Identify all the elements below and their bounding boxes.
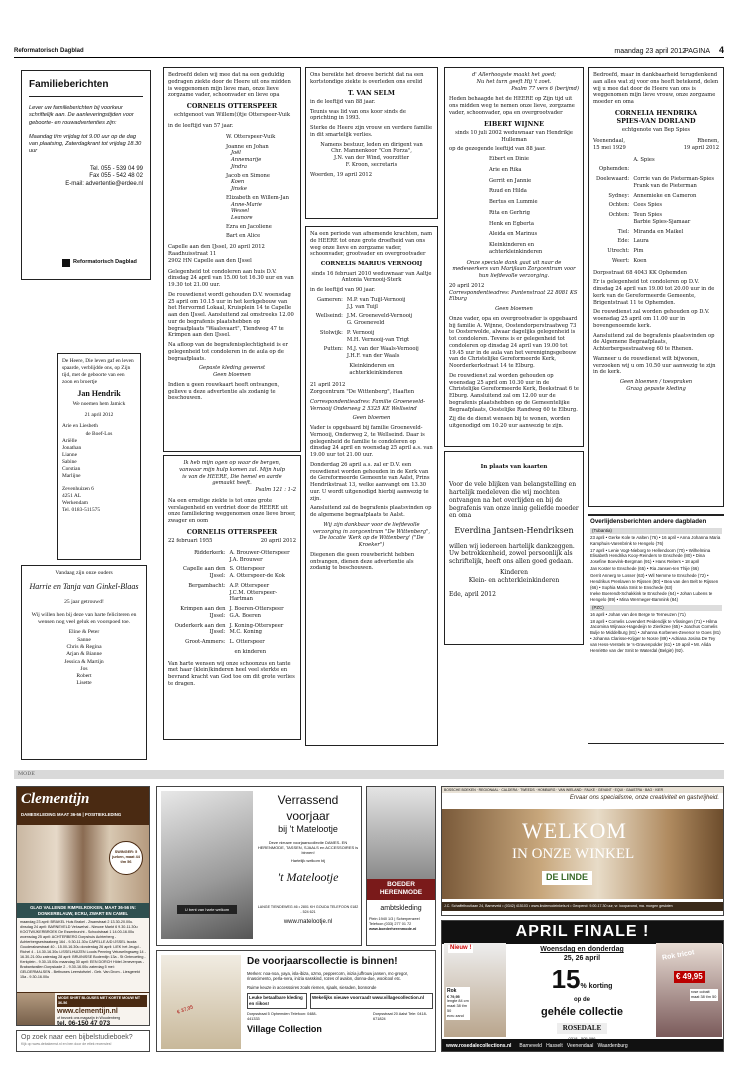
obit-member: P. Vernooij <box>346 329 375 336</box>
obit-place: Capelle aan den IJssel, 20 april 2012 <box>168 244 265 251</box>
obit-family: Ezra en Jacoliene <box>226 223 272 230</box>
clementijn-photo <box>17 825 149 903</box>
obit-family: Bart en Alice <box>226 232 261 239</box>
obit-born: 15 mei 1929 <box>593 144 626 151</box>
obit-family: Arie en Rika <box>489 166 522 173</box>
clementijn-tagline: DAMESKLEDING MAAT 36-56 | POSITIEKLEDING <box>21 811 122 817</box>
matelootje-logo: 't Matelootje <box>277 869 339 884</box>
page-number: 4 <box>718 45 724 55</box>
obit-para: Na afloop van de begrafenisplechtigheid is er gelegenheid tot condoleren in de aula op de begraafplaats. <box>168 342 288 362</box>
matelootje-h2: voorjaar <box>286 808 330 823</box>
wedding-line: Vandaag zijn onze ouders <box>55 570 113 576</box>
obit-born: 22 februari 1955 <box>168 538 213 545</box>
family-notice-intro: Lever uw familieberichten bij voorkeur schriftelijk aan. De aanleveringstijden voor geboorte- en rouwadvertenties zijn: <box>29 105 134 126</box>
delinde-welcome-2: IN ONZE WINKEL <box>512 846 635 862</box>
rosedale-tricot-price: € 49,95 <box>674 971 705 983</box>
obit-para: Aansluitend zal de begrafenis plaatsvinden op de Algemene Begraafplaats, Achterbergsestraatweg 60 te Rhenen. <box>593 332 715 353</box>
obit-age: op de gezegende leeftijd van 88 jaar. <box>449 146 546 153</box>
clementijn-header <box>17 787 149 825</box>
rosedale-dates: 25, 26 april <box>563 955 601 963</box>
ad-boeder <box>366 786 436 946</box>
obituary-otterspeer-2 <box>163 455 301 740</box>
wedding-kid: Sanne <box>77 636 91 643</box>
obit-place: Krimpen aan den IJssel: <box>180 606 226 619</box>
thanks-name: Everdina Jantsen-Hendriksen <box>454 526 574 536</box>
obit-died: 20 april 2012 <box>260 538 296 545</box>
obit-para: De rouwdienst zal worden gehouden op woensdag 25 april om 10.30 uur in de Christelijke Gereformeerde Kerk, Beekstraat 6 te Elburg. Aansluitend zal om 12.00 uur de begrafenis plaatshebben op de Gemeentelijke Begraafplaats, Oostelijke Randweg 60 te Elburg. <box>449 372 579 413</box>
obit-family: Elizabeth en Willem-Jan <box>226 194 289 201</box>
village-title: De voorjaarscollectie is binnen! <box>247 956 398 967</box>
obit-place: Ochten: <box>608 202 630 209</box>
clementijn-logo: Clementijn <box>21 791 90 807</box>
obit-family: Wessel <box>231 208 250 215</box>
other-obits-source: (Tubantia) <box>590 528 722 534</box>
obit-verse: d' Allerhoogste maakt het goed; <box>471 72 557 78</box>
obit-place: Sydney: <box>608 192 630 199</box>
obit-place: Weert: <box>611 257 630 264</box>
wedding-kid: Eline & Peter <box>68 629 100 636</box>
obit-intro: Na een periode van afnemende krachten, nam de HEERE tot onze grote droefheid van ons weg onze lieve en zorgzame vader, schoonvader, grootvader en overgrootvader <box>310 231 433 258</box>
obit-date: 21 april 2012 <box>310 382 346 389</box>
thanks-grand: Klein- en achterkleinkinderen <box>468 576 560 584</box>
obituary-wijnne <box>444 67 584 447</box>
obit-para: Wij zijn dankbaar voor de liefdevolle verzorging in zorgcentrum "De Wittenberg", De locatie 'Kerk op de Wittenberg' ("De Kroeker") <box>312 521 431 549</box>
obit-member: Koen <box>633 257 647 264</box>
obit-member: M.C. Koning <box>229 629 263 636</box>
thanks-para: willen wij iedereen hartelijk dankzeggen. Uw betrokkenheid, zowel persoonlijk als schriftelijk, heeft ons allen goed gedaan. <box>449 542 575 566</box>
obit-place: Gameren: <box>317 296 343 303</box>
village-price: € 37,95 <box>176 1004 195 1016</box>
rosedale-new: Nieuw ! <box>450 945 472 951</box>
birth-address: Werkendam <box>62 499 88 506</box>
family-notice-deadline: Maandag t/m vrijdag tot 9.00 uur op de dag van plaatsing, Zaterdagkrant tot vrijdag 18.30 uur <box>29 133 142 155</box>
obit-thanks: Onze speciale dank gaat uit naar de medewerkers van Marijlaan Zorgcentrum voor hun liefdevolle verzorging. <box>452 259 576 280</box>
obit-para: Gepaste kleding gewenst <box>198 365 266 372</box>
thanks-para: Voor de vele blijken van belangstelling en hartelijk medeleven die wij mochten ontvangen na het overlijden en bij de begrafenis van onze innig geliefde moeder en oma <box>449 481 579 520</box>
matelootje-h3: bij 't Matelootje <box>278 824 338 835</box>
delinde-logo: DE LINDE <box>542 871 592 885</box>
family-notice-title: Familieberichten <box>29 78 143 97</box>
birth-sibling: Lianne <box>62 451 77 458</box>
obit-age: in de leeftijd van 90 jaar. <box>310 287 376 294</box>
clementijn-shirt: MODE SHIRT BLOUSES MET KORTE MOUW MT 36-56 <box>57 995 147 1006</box>
obit-member: A. Spies <box>633 156 655 163</box>
obit-flowers: Geen bloemen <box>352 415 391 422</box>
obit-member: L. Otterspeer <box>229 639 265 646</box>
delinde-welcome: WELKOM <box>522 818 627 843</box>
family-notice-fax: Fax 055 - 542 48 02 <box>89 173 143 180</box>
obit-place: Ochten: <box>608 212 630 219</box>
obit-intro: Bedroefd delen wij mee dat na een geduldig gedragen ziekte door de Heere uit ons midden is weggenomen mijn lieve man, onze lieve zorgzame vader, schoonvader en lieve opa <box>168 72 291 99</box>
rosedale-web[interactable]: www.rosedalecollections.nl <box>446 1042 512 1049</box>
birth-name: Jan Hendrik <box>77 389 121 399</box>
obit-member: Frank van de Pieterman <box>633 182 697 189</box>
obit-family: W. Otterspeer-Vuik <box>226 133 276 140</box>
obit-place: Doelewaard: <box>596 176 630 183</box>
village-address1: Dorpsstraat 5 Ophemden Telefoon: 0488-441333 <box>247 1012 317 1021</box>
obit-member: Laura <box>633 238 649 245</box>
clementijn-band: GLAD VALLENDE RIMPELROKKEN, MAAT 36-56 IN: DONKERBLAUW, ECRU, ZWART EN CAMEL <box>17 903 149 918</box>
village-logo: Village Collection <box>247 1023 322 1034</box>
delinde-brands: BOSSCHE BOEKEN · REGIONAAL · CALDERA · TWEEDS · HOMBURG · VAN WIELAND · FALKE · GEVANT · EQUI · GAASTRA · BAG · KIER <box>442 787 723 793</box>
rosedale-tricot-colors: rose cobalt <box>691 990 710 994</box>
boeder-logo: BOEDER HERENMODE <box>367 879 435 900</box>
matelootje-web[interactable]: www.matelootje.nl <box>283 918 333 925</box>
other-obits-entry: Ineke Boerendt-Schakkink te Enschede (64) • Johan Lubens te Hengelo (89) • Mina Wermeger-Bamnink (84) <box>590 591 713 603</box>
obit-sign: Namens bestuur, leden en dirigent van <box>320 141 423 148</box>
obit-member: J.M. Groeneveld-Vernooij <box>346 313 413 320</box>
obit-para: Onze vader, opa en overgrootvader is opgebaard bij familie A. Wijnne, Oostendorperstraatweg 73 te Oosterwolde, alwaar dagelijks gelegenheid is tot condoleren. Tevens is er gelegenheid tot condoleren op dinsdag 24 april van 19.00 tot 19.45 uur in de aula van het verenigingsgebouw van de Christelijke Gereformeerde Kerk, Noorderkerkstraat 14 te Elburg. <box>449 315 578 370</box>
birth-call: We noemen hem Jamick <box>72 401 126 408</box>
obit-verse-ref: Psalm 77 vers 6 (berijmd) <box>511 85 579 92</box>
obit-para: Diegenen die geen rouwbericht hebben ontvangen, dienen deze advertentie als zodanig te beschouwen. <box>310 551 415 572</box>
obit-sign: F. Kroon, secretaris <box>345 161 398 168</box>
birth-address: 4251 AL <box>62 492 82 499</box>
obit-family: Eibert en Dinie <box>489 156 529 163</box>
obit-para: De rouwdienst wordt gehouden D.V. woensdag 25 april om 10.15 uur in het kerkgebouw van het Hervormd Lokaal, Kruisplein 14 te Capelle aan den IJssel. Aansluitend zal omstreeks 12.00 uur de begrafenis plaatshebben op begraafplaats "Waalsvaart", Tiendweg 47 te Krimpen aan den IJssel. <box>168 291 294 339</box>
obit-member <box>633 166 719 173</box>
matelootje-photo <box>161 791 253 939</box>
obituary-otterspeer-1 <box>163 67 301 452</box>
obit-place: Rhenen, <box>697 138 719 145</box>
obit-member: A. Otterspeer-de Kok <box>229 573 285 580</box>
obit-kids: Kleinkinderen en achterkleinkinderen <box>349 362 403 376</box>
obit-member: J. Boeren-Otterspeer <box>229 606 284 613</box>
obit-member: Pim <box>633 248 644 255</box>
ad-de-linde <box>441 786 724 916</box>
obit-family: Anne-Marie <box>231 201 262 208</box>
obit-intro: Heden behaagde het de HEERE op Zijn tijd uit ons midden weg te nemen onze lieve, zorgzame vader, schoonvader, opa en overgrootvader <box>449 96 575 116</box>
obit-family: Kleinkinderen en achterkleinkinderen <box>489 242 543 255</box>
rosedale-korting: % korting <box>580 983 613 991</box>
obit-family: Bertus en Lummie <box>489 199 538 206</box>
clementijn-tel: tel. 06-150 47 073 <box>57 1020 111 1026</box>
matelootje-address: LANGE TIENDEWEG 46 • 2801 KH GOUDA TELEFOON 0182 - 524 621 <box>257 905 359 914</box>
obit-sign: J.N. van der Wind, voorzitter <box>334 155 409 162</box>
village-address2: Dorpsstraat 20 Aalst Tele: 0418-671824 <box>373 1012 427 1021</box>
rosedale-rok: Rok <box>447 988 457 994</box>
obit-place: Wellseind: <box>315 313 343 320</box>
thanks-place: Ede, april 2012 <box>449 590 496 598</box>
birth-sibling: Marlijne <box>62 472 81 479</box>
thanks-kids: Kinderen <box>500 569 528 577</box>
obit-sub: sinds 16 februari 2010 weduwnaar van Aaltje Antonia Vernooij-Sterk <box>311 270 432 284</box>
delinde-tagline: Ervaar ons specialisme, onze creativiteit en gastvrijheid. <box>569 795 719 802</box>
rd-logo-text: Reformatorisch Dagblad <box>73 259 137 266</box>
obit-member: J.H.F. van der Waals <box>346 353 400 360</box>
paper-name: Reformatorisch Dagblad <box>14 48 84 54</box>
family-notice-box <box>21 70 151 280</box>
obit-place: Ede: <box>617 238 630 245</box>
rosedale-rok-colors: ecru zand <box>447 1014 464 1019</box>
obit-place: Groot-Ammers: <box>185 639 226 646</box>
birth-sibling: Sabine <box>62 458 77 465</box>
wedding-kid: Lisette <box>76 680 92 687</box>
wedding-kid: Jessica & Martijn <box>64 658 104 665</box>
obit-member: A. Brouwer-Otterspeer <box>229 549 290 556</box>
obit-para: Vader is opgebaard bij familie Groeneveld-Vernooij, Onderweg 2, te Wellseind. Daar is gelegenheid de familie te condoleren op dinsdag 24 april en woensdag 25 april a.s. van 19.00 uur tot 21.00 uur. <box>310 425 433 459</box>
boeder-photo <box>367 787 435 879</box>
obit-address: Dorpsstraat 68 4043 KK Ophemden <box>593 269 688 276</box>
obit-sub: echtgenote van Bep Spies <box>621 127 691 134</box>
obit-name: CORNELIS OTTERSPEER <box>186 102 278 110</box>
boeder-tagline: ambtskleding <box>380 904 422 912</box>
obit-name: EIBERT WIJNNE <box>483 119 545 128</box>
wedding-kid: Chris & Regina <box>66 643 102 650</box>
birth-date: 21 april 2012 <box>84 412 114 419</box>
matelootje-p1: Deze nieuwe voorjaarscollectie DAMES- EN HERENMODE, TASSEN, SJAALS en ACCESSOIRES is binnen! <box>257 839 359 856</box>
thanks-jantsen <box>444 451 584 645</box>
bijbelstudie-text: Op zoek naar een bijbelstudieboek? <box>21 1034 133 1041</box>
obit-address: Raadhuisstraat 11 <box>168 251 217 258</box>
obit-place: Ridderkerk: <box>194 549 226 556</box>
obit-verse: Nu het turn geeft Hij 't zoet. <box>476 78 552 85</box>
obit-family: Gerrit en Jannie <box>489 177 532 184</box>
birth-sibling: Jonathan <box>62 444 82 451</box>
page-date: maandag 23 april 2012 <box>614 48 686 55</box>
obit-verse-ref: Psalm 121 : 1-2 <box>255 487 296 493</box>
obit-correspondence: Correspondentieadres: Puntenstraat 22 8081 KS Elburg <box>449 289 578 303</box>
ad-bijbelstudie <box>16 1030 150 1052</box>
obit-place: Capelle aan den IJssel: <box>183 566 226 580</box>
wedding-kid: Arjan & Bianne <box>66 651 102 658</box>
obit-family: Joël <box>231 150 241 157</box>
obit-family: Aleida en Marinus <box>489 231 538 238</box>
page-header <box>14 44 724 58</box>
obit-place: Utrecht: <box>607 248 630 255</box>
obit-para: De rouwdienst zal worden gehouden op D.V. woensdag 25 april om 11.00 uur in bovengenoemde kerk. <box>593 309 710 329</box>
rosedale-op: op de <box>574 996 590 1003</box>
rosedale-tricot: Rok tricot <box>661 949 696 962</box>
wedding-wish: Wij willen hen bij deze van harte feliciteren en wensen nog veel geluk en voorspoed toe. <box>31 611 137 626</box>
obit-family: Jinske <box>231 186 247 193</box>
obit-para: Van harte wensen wij onze schoonzus en tante met haar (klein)kinderen heel veel sterkte en bevrand kracht van God toe om dit grote verlies te dragen. <box>168 660 295 687</box>
obit-member: S. Otterspeer <box>229 566 265 573</box>
other-obits-source: (PZC) <box>590 605 722 611</box>
other-obits-title: Overlijdensberichten andere dagbladen <box>590 518 707 525</box>
clementijn-line: of bezoek ons magazijn in Woudenberg <box>57 1015 121 1020</box>
obit-name: CORNELIS MARIUS VERNOOIJ <box>320 261 423 267</box>
rosedale-rok-size: maat 38 t/m 50 <box>447 1004 468 1014</box>
obit-place: Zorgcentrum "De Wittenberg", Haaften <box>310 389 415 396</box>
obit-member: M.P. van Tuijl-Vernooij <box>346 296 406 303</box>
obituary-spies <box>588 67 724 507</box>
obit-para: Aansluitend zal de begrafenis plaatsvinden op de algemene begraafplaats te Aalst. <box>310 505 432 519</box>
obit-member: Annemieke en Cameron <box>633 192 697 199</box>
wedding-anniversary <box>21 565 147 760</box>
obit-family: Jacob en Simone <box>226 172 270 179</box>
obit-sub: sinds 10 juli 2002 weduwnaar van Hendrikje Hulleman <box>455 129 573 143</box>
obit-verse: Ik heb mijn ogen op waar de bergen, vanwaar mijn hulp komen zal. Mijn hulp is van de HEERE, Die hemel en aarde gemaakt heeft. <box>179 460 285 487</box>
obit-para: Zij die de dienst wensen bij te wonen, worden uitgenodigd om 10.20 uur aanwezig te zijn. <box>449 416 571 430</box>
obit-member: Miranda en Maikel <box>633 228 684 235</box>
obit-place: Stolwijk: <box>319 329 343 336</box>
birth-intro: De Heere, Die leven gaf en leven spaarde, verblijdde ons, op Zijn tijd, met de geboorte van een zoon en broertje <box>62 358 134 386</box>
ad-clementijn <box>16 786 150 1026</box>
rosedale-tricot-size: maat 38 t/m 50 <box>691 994 717 999</box>
obit-family: Joanne en Johan <box>226 143 269 150</box>
obit-para: Geen bloemen <box>213 372 251 379</box>
obit-member: G.A. Boeren <box>229 612 261 619</box>
obit-member: J.C.M. Otterspeer-Hartman <box>229 589 278 603</box>
ad-section-label: MODE <box>18 771 35 777</box>
rosedale-days: Woensdag en donderdag <box>540 946 624 953</box>
rosedale-logo: ROSEDALE <box>557 1023 608 1034</box>
obit-correspondence: Correspondentieadres: Familie Groeneveld-Vernooij Onderweg 2 5325 KE Wellseind <box>310 398 426 412</box>
obit-name: CORNELIS OTTERSPEER <box>186 527 278 536</box>
rosedale-rok-length: lengte 84 cm <box>447 999 469 1004</box>
obit-member: A.P. Otterspeer <box>229 582 270 589</box>
obit-para: Geen bloemen / toespraken <box>619 379 693 386</box>
wedding-kid: Robert <box>76 673 92 680</box>
boeder-tel: Telefoon (033) 277 01 72 <box>369 921 412 926</box>
clementijn-schedule: maandag 23 april: BRAKEL Huis Brakel - Zwanstraat 2 13.30-20.00u. dinsdag 24 april: BARNEVELD Veluwehal - Nieuwe Markt 6 9.30-11.30u KOOTWIJKERBROEK De Essenburcht - Schoolstraat 1 14.00-16.00u woensdag 25 april: ACHTERBERG Dorpshuis Achterberg - Achterbergsestraatweg 164 - 9.30-11.30u CAPELLE A/D IJSSEL Isoola Gouderaksestraat 40 - 15.00-16.30u donderdag 26 april: LIEK het Jeugd - Richel 4 - 14.30-16.30u LISSELHUIZEN Loods Penning Veluwelingsweg 14 - 16.30-21.00u zaterdag 28 april: BRUINISSE Bodemlijn 13a - St Ontmoeting - Kerkplein - 9.30-15.00u maandag 30 april: EEN DORCH Hôtel Jeneverpas - Brabantwallen Dorpskade 2 - 9.30-16.00u zaterdag 5 mei: GELDERMALSEN - Bethuwes Leerstofsriel - Geb. Van Drom - Liesgerekt 15a - 9.30-16.00u <box>20 920 146 979</box>
obit-died: 19 april 2012 <box>683 144 719 151</box>
clementijn-photo-small <box>17 993 55 1026</box>
obit-place: Bergambacht: <box>188 582 226 589</box>
obit-family: Rita en Gerhrig <box>489 209 530 216</box>
village-box2: Wekelijks nieuwe voorraad! www.villagecollection.nl <box>310 993 433 1009</box>
obituary-van-selm <box>305 67 438 219</box>
obit-para: Teunis was lid van ons koor sinds de oprichting in 1993. <box>310 108 406 122</box>
bijbelstudie-sub: Kijk op www.debakemst.nl en ben door de etiek recensies! <box>21 1042 112 1047</box>
page-section: PAGINA <box>684 48 710 55</box>
obit-place: Ophemden: <box>598 166 630 173</box>
other-obits-entry: Gerrit Annerg te Losser (63) • Wil Nemme te Enschede (72) • Hendrikus Prenlaven te Rijssen (80) • Bea van den Belt te Rijssen (66) • Sophia Maria Smit te Enschede (63) <box>590 572 719 590</box>
wedding-couple: Harrie en Tanja van Ginkel-Blaas <box>29 582 139 592</box>
birth-sibling: Ariëlle <box>62 437 77 444</box>
obit-flowers: Geen bloemen <box>495 306 533 313</box>
birth-parent-1: Arie en Liesbeth <box>62 423 98 430</box>
obit-family: Jindra <box>231 163 247 170</box>
ad-village-collection <box>156 950 436 1052</box>
obit-para: Graag gepaste kleding <box>626 385 686 392</box>
obit-para: Er is gelegenheid tot condoleren op D.V. dinsdag 24 april van 19.00 tot 20.00 uur in de kerk van de Gereformeerde Gemeente, Brigentstraat 11 te Ophemden. <box>593 279 715 306</box>
obit-name: SPIES-VAN DORLAND <box>616 117 696 126</box>
other-obits-entry: 18 april • Cornelis Lovendert Peidendijk te Vlissingen (71) • Hilma Jacomina Wijnaux-Hagedeijn te Zierikzee (65) • Joachus Cornelis Bulje te Middelburg (81) • Johanna Korbenes-Zevenor te Goes (81) • Johanna Clarisse-Krijger te Nosre (89) • Adriana Josina De Tey van Hess-Verstels te 's-Gravenpolder (61) • 19 april • Mr. Alida Henriëtte van der Smit te Waterdal (België) (92). <box>590 618 721 653</box>
matelootje-p2: Hartelijk welkom bij <box>290 858 326 864</box>
obit-sign: Chr. Mannenkoor "Con Forza", <box>331 148 412 155</box>
village-brands: Merken: noa-noa, yaya, isla-ibiza, ozmo, peppercorn, inizia juffrouw jansen, mc-gregor, rinascimento, perla-nera, inizia sasskind, rozes of avalon, donna-due, woolcool etc. <box>247 971 408 982</box>
other-obituaries-list <box>588 514 724 744</box>
obit-para: Gelegenheid tot condoleren aan huis D.V. dinsdag 24 april van 15.00 tot 16.30 uur en van 19.30 tot 21.00 uur. <box>168 268 294 289</box>
obit-place: Veenendaal, <box>593 138 625 145</box>
obit-member: G. Groeneveld <box>346 320 385 327</box>
matelootje-h1: Verrassend <box>277 793 339 807</box>
obit-place: Putten: <box>323 346 343 353</box>
obit-kids: en kinderen <box>234 648 267 655</box>
obit-family: Henk en Egberta <box>489 220 534 227</box>
family-notice-tel: Tel. 055 - 539 04 99 <box>89 165 143 172</box>
ad-section-bar <box>14 770 724 779</box>
obit-sub: echtgenoot van Willem(i)tje Otterspeer-Vuik <box>174 112 290 119</box>
obit-intro: Na een ernstige ziekte is tot onze grote verslagenheid en verdriet door de HEERE uit onze familiekring weggenomen onze lieve broer, zwager en oom <box>168 497 296 524</box>
village-bike-photo <box>161 955 241 1049</box>
wedding-years: 25 jaar getrouwd! <box>64 598 104 605</box>
rosedale-rok-price: € 79,95 <box>447 994 460 999</box>
obit-member: Cees Spies <box>633 202 662 209</box>
other-obits-entry: 17 april • Lenie Vogt-Nieborg te Hellendoorn (70) • Wilhelmina Elisabeth Hendrika Kooy-Reinders te Enschede (80) • Dina Josefine Boevink-Bergman (91) • Hans Reiters • 18 april <box>590 547 711 565</box>
obit-place: Tiel: <box>617 228 630 235</box>
obit-family: Annemarije <box>231 157 262 164</box>
birth-announcement <box>57 353 141 560</box>
boeder-address: Plein 1940 1/3 | Scherpenzeel <box>369 916 420 921</box>
obit-member: Corrie van de Pieterman-Spies <box>633 176 715 183</box>
ad-matelootje <box>156 786 362 946</box>
obit-place: Ouderkerk aan den IJssel: <box>174 622 226 636</box>
birth-sibling: Corstian <box>62 465 81 472</box>
birth-parent-2: de Boef-Los <box>85 430 113 437</box>
family-notice-email: E-mail: advertentie@erdee.nl <box>65 181 143 188</box>
obit-family: Ruud en Hilda <box>489 188 527 195</box>
boeder-web[interactable]: www.boederherenmode.nl <box>369 926 417 931</box>
clementijn-badge: SWINGER: 5 jurken, maat 44 t/m 56 <box>109 841 143 875</box>
rosedale-collection: gehéle collectie <box>541 1005 623 1018</box>
obituary-vernooij <box>305 226 438 746</box>
obit-para: Wanneer u de rouwdienst wilt bijwonen, verzoeken wij u om 10.50 uur aanwezig te zijn in de kerk. <box>593 355 716 376</box>
obit-member: J.J. van Tuijl <box>346 303 378 310</box>
obit-member: M.H. Vernooij-van Trigt <box>346 336 410 343</box>
obit-intro: Bedroefd, maar in dankbaarheid terugdenkend aan alles wat zij voor ons heeft betekend, delen wij u mee dat door de Heere van ons is weggenomen mijn lieve vrouw, onze zorgzame moeder en oma <box>593 72 719 105</box>
rd-logo-icon <box>62 259 70 267</box>
obit-intro: Ons bereikte het droeve bericht dat na een kortstondige ziekte is overleden ons erelid <box>310 72 424 85</box>
obit-name: T. VAN SELM <box>348 88 395 97</box>
obit-place: Woerden, 19 april 2012 <box>310 171 372 178</box>
obit-date: 20 april 2012 <box>449 282 485 289</box>
other-obits-entry: Jan Koster te Enschede (65) • Ria Jansen-ten Thije (66) <box>590 566 699 572</box>
obit-name: CORNELIA HENDRIKA <box>614 108 698 117</box>
birth-address: Tel. 0183-511575 <box>62 506 101 513</box>
rosedale-towns: Barneveld Hasselt Veenendaal Waardenburg <box>519 1042 628 1049</box>
obit-age: in de leeftijd van 57 jaar. <box>168 123 234 130</box>
obit-member: J. Koning-Otterspeer <box>229 622 284 629</box>
thanks-head: In plaats van kaarten <box>480 464 548 470</box>
obit-member: Barbie Spies-Sjamaar <box>633 218 691 225</box>
obit-place <box>593 157 633 164</box>
obit-family: Leanore <box>231 215 253 222</box>
obit-age: in de leeftijd van 88 jaar. <box>310 98 376 105</box>
clementijn-web[interactable]: www.clementijn.nl <box>57 1007 118 1015</box>
obit-family: Koen <box>231 179 245 186</box>
birth-address: Zevenhuizen 6 <box>62 485 94 492</box>
obit-member: M.J. van der Waals-Vernooij <box>346 346 419 353</box>
village-box1: Leuke betaalbare kleding en riikos! <box>247 993 307 1009</box>
matelootje-sign: U bent van harte welkom <box>177 905 237 914</box>
village-accessories: Ruime keuze in accessoires zoals riemen, sjaals, sieraden, bonnonde <box>247 984 377 990</box>
rosedale-title: APRIL FINALE ! <box>442 921 723 944</box>
obit-para: Sterke de Heere zijn vrouw en verdere familie in dit smartelijk verlies. <box>310 125 433 138</box>
obit-address: 2902 HN Capelle aan den IJssel <box>168 257 252 264</box>
ad-rosedale <box>441 920 724 1052</box>
delinde-address: J.C. Schaffelhoutlaan 24, Barneveld • (0342) 415103 • www.lindemodeinkels.nl • Geopend: 9.00-17.30 uur, vr. koopavond, ma. morgen gesloten <box>442 902 724 911</box>
rosedale-percent: 15 <box>551 964 581 995</box>
obit-para: Donderdag 26 april a.s. zal er D.V. een rouwdienst worden gehouden in de Kerk van de Gereformeerde Gemeente van Aalst, Prins Hendrikstraat 13, welke aanvangt om 13.30 uur. U wordt uitgenodigd hierbij aanwezig te zijn. <box>310 461 430 502</box>
obit-member: Teun Spies <box>633 212 663 219</box>
other-obits-entry: 23 april • Gerke Kole te Aalten (76) • 16 april • Anna Johanna Maria Kamphuis-Varenbrink te Hengelo (76) <box>590 535 721 546</box>
other-obits-entry: 16 april • Johan van den Berge te Terneuzen (71) <box>590 611 686 617</box>
wedding-kid: Jos <box>80 665 88 672</box>
obit-member: J.A. Brouwer <box>229 556 263 563</box>
obit-para: Indien u geen rouwkaart heeft ontvangen, gelieve u deze advertentie als zodanig te beschouwen. <box>168 381 280 402</box>
